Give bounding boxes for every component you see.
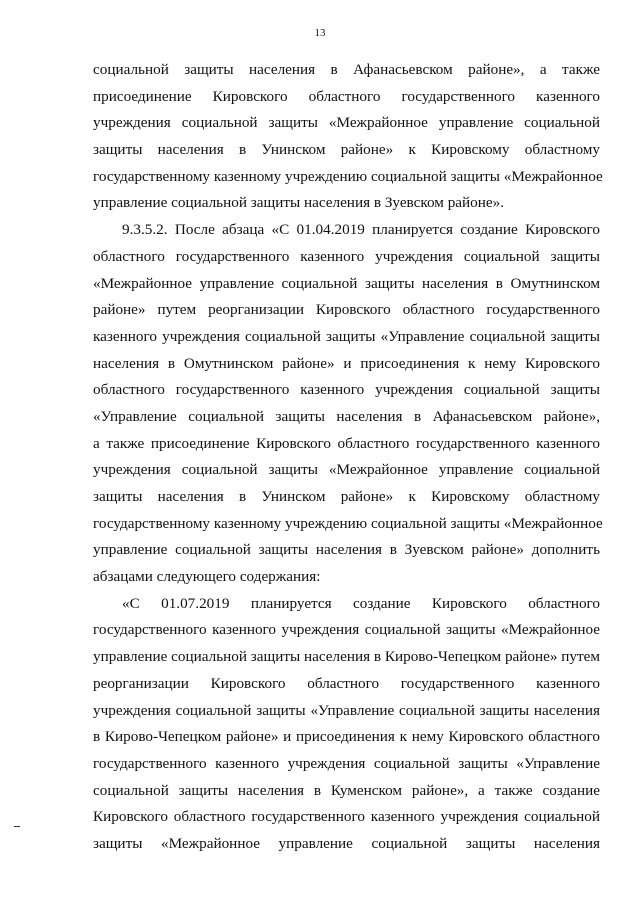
paragraph-9-3-5-2 [93, 217, 603, 591]
document-body [93, 57, 603, 858]
text-line: присоединение Кировского областного государственного казенного [93, 87, 600, 105]
paragraph-quoted-insertion [93, 591, 600, 858]
text-line: населения в Омутнинском районе» и присоединения к нему Кировского [93, 354, 600, 372]
text-line: Кировского областного государственного казенного учреждения социальной [93, 808, 600, 826]
scan-margin-mark [14, 826, 20, 827]
text-line: «С 01.07.2019 планируется создание Кировского областного [122, 594, 600, 612]
text-line: защиты населения в Унинском районе» к Кировскому областному [93, 141, 600, 159]
text-line: управление социальной защиты населения в Зуевском районе». [93, 194, 505, 212]
text-line: «Межрайонное управление социальной защиты населения в Омутнинском [93, 274, 600, 292]
text-line: областного государственного казенного учреждения социальной защиты [93, 381, 600, 399]
text-line: государственного казенного учреждения социальной защиты «Межрайонное [93, 621, 600, 639]
text-line: районе» путем реорганизации Кировского областного государственного [93, 301, 600, 319]
text-line: защиты «Межрайонное управление социальной защиты населения [93, 834, 600, 852]
text-line: в Кирово-Чепецком районе» и присоединения к нему Кировского областного [93, 728, 600, 746]
text-line: социальной защиты населения в Куменском районе», а также создание [93, 781, 600, 799]
paragraph-continuation [93, 57, 603, 217]
text-line: управление социальной защиты населения в Зуевском районе» дополнить [93, 541, 600, 559]
text-line: государственного казенного учреждения социальной защиты «Управление [93, 754, 600, 772]
text-line: управление социальной защиты населения в Кирово-Чепецком районе» путем [93, 648, 600, 666]
text-line: а также присоединение Кировского областного государственного казенного [93, 434, 600, 452]
text-line: 9.3.5.2. После абзаца «С 01.04.2019 планируется создание Кировского [122, 221, 600, 239]
text-line: областного государственного казенного учреждения социальной защиты [93, 247, 600, 265]
text-line: государственному казенному учреждению социальной защиты «Межрайонное [93, 167, 603, 185]
text-line: социальной защиты населения в Афанасьевском районе», а также [93, 61, 600, 78]
text-line: защиты населения в Унинском районе» к Кировскому областному [93, 488, 600, 505]
text-line: реорганизации Кировского областного государственного казенного [93, 674, 600, 692]
text-line: учреждения социальной защиты «Межрайонное управление социальной [93, 461, 600, 479]
text-line: казенного учреждения социальной защиты «Управление социальной защиты [93, 327, 600, 345]
text-line: государственному казенному учреждению социальной защиты «Межрайонное [93, 514, 603, 532]
text-line: абзацами следующего содержания: [93, 568, 321, 586]
text-line: учреждения социальной защиты «Управление социальной защиты населения [93, 701, 600, 719]
text-line: учреждения социальной защиты «Межрайонное управление социальной [93, 114, 600, 132]
text-line: «Управление социальной защиты населения в Афанасьевском районе», [93, 407, 600, 425]
page-number: 13 [314, 27, 326, 39]
